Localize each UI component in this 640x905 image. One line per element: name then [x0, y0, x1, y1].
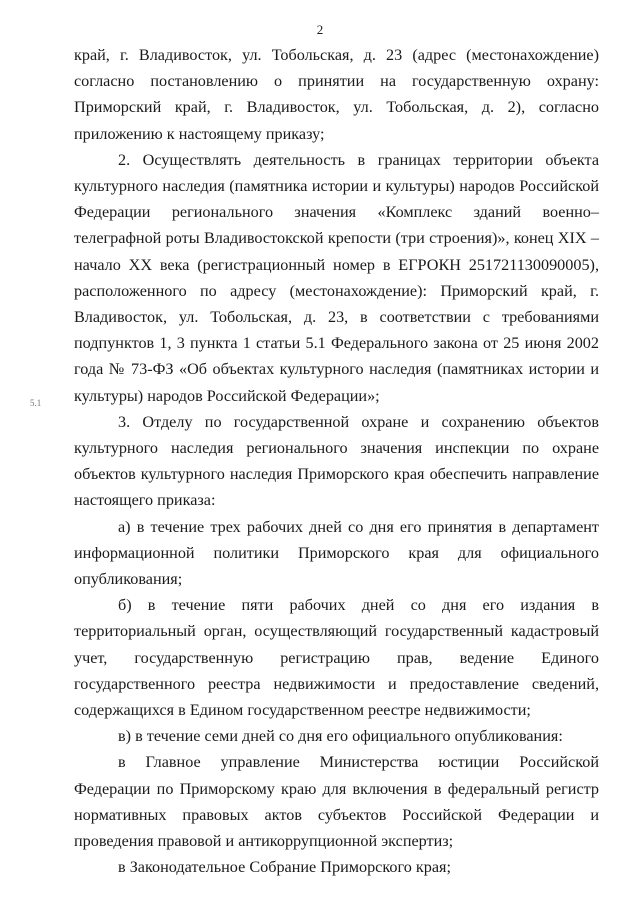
paragraph-subitem-v: в) в течение семи дней со дня его официального опубликования: [118, 727, 563, 746]
paragraph-item-2: 2. Осуществлять деятельность в границах территории объекта культурного наследия (памятника истории и культуры) народов Российской Федерации регионального значения «Комплекс зданий военно–телеграфной роты Владивостокской крепости (три строения)», конец XIX – начало XX века (регистрационный номер в ЕГРОКН 251721130090005), расположенного по адресу (местонахождение): Приморский край, г. Владивосток, ул. Тобольская, д. 23, в соответствии с требованиями подпунктов 1, 3 пункта 1 статьи 5.1 Федерального закона от 25 июня 2002 года № 73-ФЗ «Об объектах культурного наследия (памятниках истории и культуры) народов Российской Федерации»; [74, 150, 599, 405]
paragraph-item-3: 3. Отделу по государственной охране и сохранению объектов культурного наследия регионального значения инспекции по охране объектов культурного наследия Приморского края обеспечить направление настоящего приказа: [74, 412, 599, 510]
paragraph-subitem-b: б) в течение пяти рабочих дней со дня его издания в территориальный орган, осуществляющий государственный кадастровый учет, государственную регистрацию прав, ведение Единого государственного реестра недвижимости и предоставление сведений, содержащихся в Едином государственном реестре недвижимости; [74, 596, 599, 720]
paragraph-subitem-v-assembly: в Законодательное Собрание Приморского края; [118, 858, 451, 877]
document-body [74, 42, 599, 881]
paragraph-subitem-v-ministry: в Главное управление Министерства юстиции Российской Федерации по Приморскому краю для включения в федеральный регистр нормативных правовых актов субъектов Российской Федерации и проведения правовой и антикоррупционной экспертиз; [74, 753, 599, 851]
paragraph-subitem-a: а) в течение трех рабочих дней со дня его принятия в департамент информационной политики Приморского края для официального опубликования; [74, 517, 599, 589]
page-number: 2 [316, 22, 324, 37]
paragraph-continuation: край, г. Владивосток, ул. Тобольская, д. 23 (адрес (местонахождение) согласно постановлению о принятии на государственную охрану: Приморский край, г. Владивосток, ул. Тобольская, д. 2), согласно приложению к настоящему приказу; [74, 46, 599, 143]
margin-mark: 5.1 [30, 398, 42, 408]
